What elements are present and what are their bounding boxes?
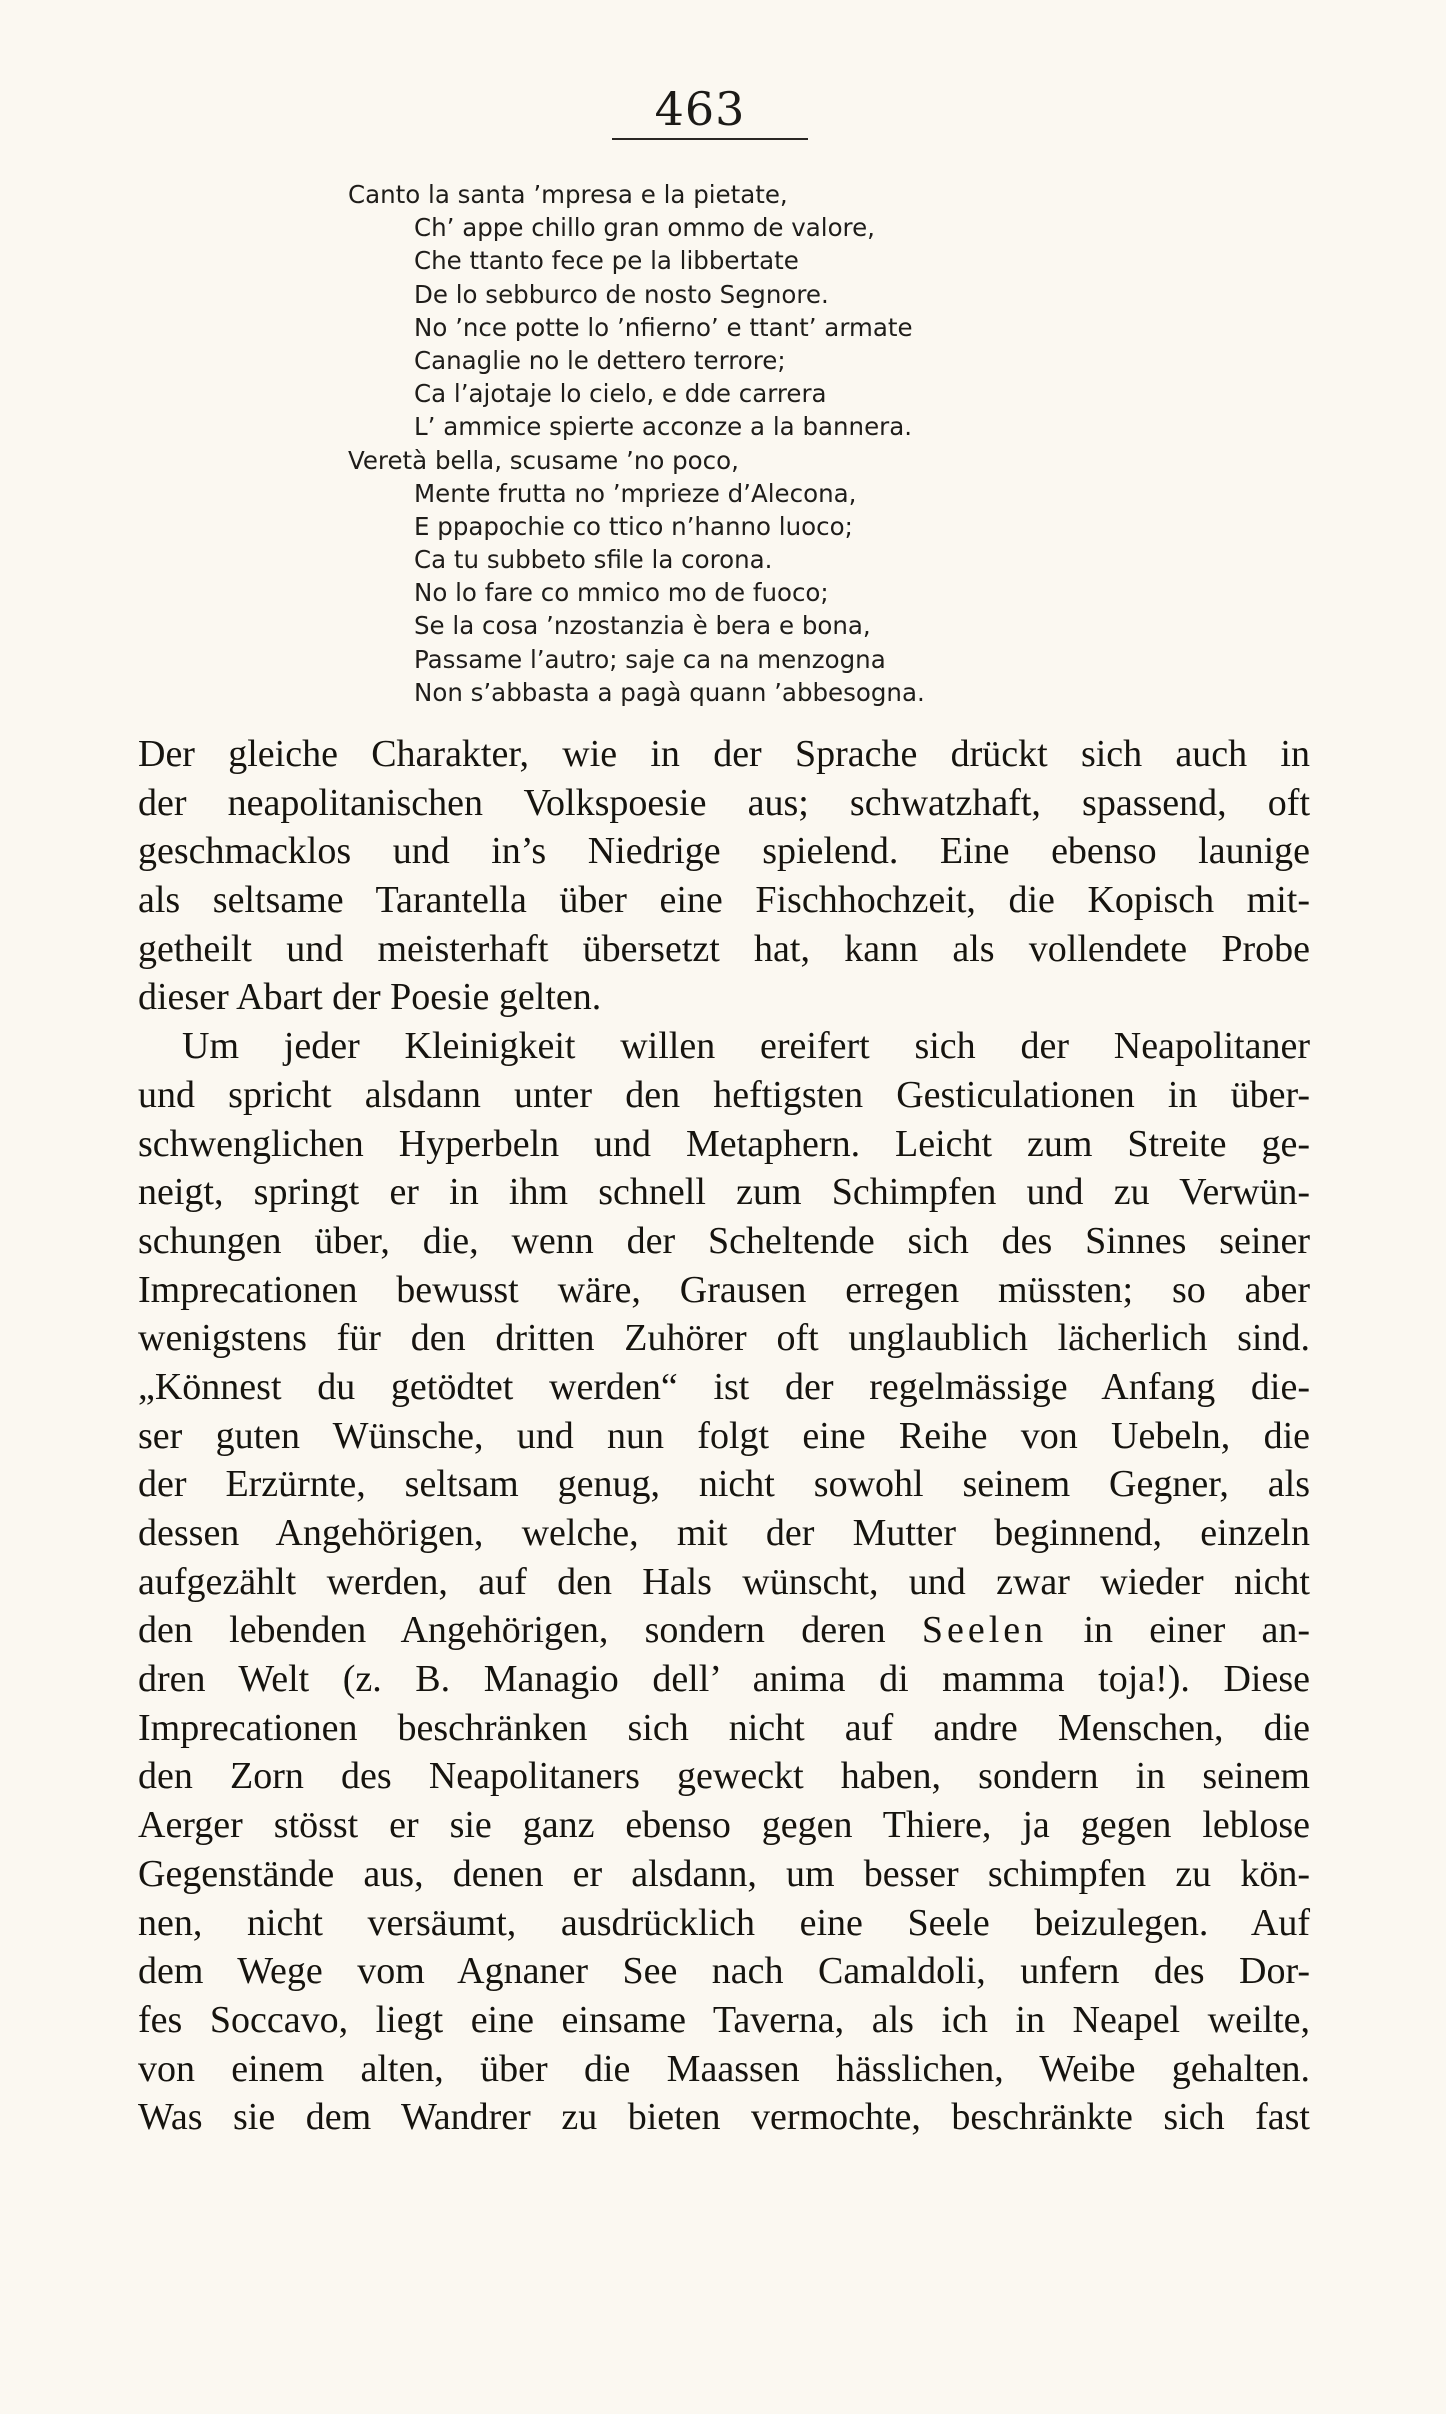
prose-line: dren Welt (z. B. Managio dell’ anima di mamma toja!). Diese bbox=[138, 1658, 1310, 1701]
prose-line: der Erzürnte, seltsam genug, nicht sowohl seinem Gegner, als bbox=[138, 1463, 1310, 1506]
prose-line: als seltsame Tarantella über eine Fischhochzeit, die Kopisch mit- bbox=[138, 879, 1310, 922]
poem-line: Ca tu subbeto sfile la corona. bbox=[414, 545, 773, 575]
prose-line: Gegenstände aus, denen er alsdann, um besser schimpfen zu kön- bbox=[138, 1852, 1310, 1895]
prose-line: schwenglichen Hyperbeln und Metaphern. Leicht zum Streite ge- bbox=[138, 1122, 1310, 1165]
poem-line: Ca l’ajotaje lo cielo, e dde carrera bbox=[414, 379, 827, 409]
poem-line: Che ttanto fece pe la libbertate bbox=[414, 246, 799, 276]
prose-line: dieser Abart der Poesie gelten. bbox=[138, 976, 602, 1019]
poem-line: Ch’ appe chillo gran ommo de valore, bbox=[414, 213, 875, 243]
prose-line: getheilt und meisterhaft übersetzt hat, kann als vollendete Probe bbox=[138, 927, 1310, 970]
poem-line: Non s’abbasta a pagà quann ’abbesogna. bbox=[414, 677, 925, 707]
prose-body bbox=[138, 730, 1310, 2142]
prose-line: Aerger stösst er sie ganz ebenso gegen Thiere, ja gegen leblose bbox=[138, 1804, 1310, 1847]
prose-line-with-spaced-word bbox=[138, 1606, 1310, 1655]
prose-line: ser guten Wünsche, und nun folgt eine Reihe von Uebeln, die bbox=[138, 1414, 1310, 1457]
page-number: 463 bbox=[654, 82, 746, 136]
prose-line: „Könnest du getödtet werden“ ist der regelmässige Anfang die- bbox=[138, 1365, 1310, 1408]
poem-line: Canaglie no le dettero terrore; bbox=[414, 345, 786, 375]
prose-line: dessen Angehörigen, welche, mit der Mutter beginnend, einzeln bbox=[138, 1512, 1310, 1554]
poem-line: No lo fare co mmico mo de fuoco; bbox=[414, 578, 829, 608]
prose-line: neigt, springt er in ihm schnell zum Schimpfen und zu Verwün- bbox=[138, 1171, 1310, 1214]
prose-line: Um jeder Kleinigkeit willen ereifert sich der Neapolitaner bbox=[182, 1025, 1310, 1068]
prose-line: dem Wege vom Agnaner See nach Camaldoli, unfern des Dor- bbox=[138, 1950, 1310, 1993]
poem-line: Mente frutta no ’mprieze d’Alecona, bbox=[414, 478, 857, 508]
poem-line: Canto la santa ’mpresa e la pietate, bbox=[348, 180, 788, 209]
prose-line: schungen über, die, wenn der Scheltende sich des Sinnes seiner bbox=[138, 1219, 1310, 1262]
poem-line: De lo sebburco de nosto Segnore. bbox=[414, 279, 829, 309]
prose-line: und spricht alsdann unter den heftigsten Gesticulationen in über- bbox=[138, 1073, 1310, 1116]
poem-line: Passame l’autro; saje ca na menzogna bbox=[414, 644, 886, 674]
poem-line: Veretà bella, scusame ’no poco, bbox=[348, 445, 739, 475]
prose-line: Der gleiche Charakter, wie in der Sprache drückt sich auch in bbox=[138, 733, 1310, 775]
poem-line: No ’nce potte lo ’nfierno’ e ttant’ armate bbox=[414, 312, 913, 342]
prose-line: aufgezählt werden, auf den Hals wünscht, und zwar wieder nicht bbox=[138, 1560, 1310, 1603]
prose-line: Imprecationen bewusst wäre, Grausen erregen müssten; so aber bbox=[138, 1268, 1310, 1311]
header-rule bbox=[612, 138, 808, 140]
prose-line: geschmacklos und in’s Niedrige spielend. Eine ebenso launige bbox=[138, 830, 1310, 873]
prose-line: den Zorn des Neapolitaners geweckt haben, sondern in seinem bbox=[138, 1755, 1310, 1798]
prose-line: wenigstens für den dritten Zuhörer oft unglaublich lächerlich sind. bbox=[138, 1317, 1310, 1360]
prose-line-tail: in einer an- bbox=[1083, 1609, 1311, 1652]
poem-line: L’ ammice spierte acconze a la bannera. bbox=[414, 412, 913, 442]
poem-line: Se la cosa ’nzostanzia è bera e bona, bbox=[414, 611, 871, 641]
spaced-word: Seelen bbox=[921, 1609, 1048, 1652]
prose-line: Was sie dem Wandrer zu bieten vermochte, beschränkte sich fast bbox=[138, 2096, 1310, 2139]
prose-line: der neapolitanischen Volkspoesie aus; schwatzhaft, spassend, oft bbox=[138, 781, 1310, 824]
poem-line: E ppapochie co ttico n’hanno luoco; bbox=[414, 511, 853, 541]
poem-stanzas bbox=[348, 178, 1148, 709]
prose-line: von einem alten, über die Maassen hässlichen, Weibe gehalten. bbox=[138, 2047, 1310, 2090]
prose-line: nen, nicht versäumt, ausdrücklich eine Seele beizulegen. Auf bbox=[138, 1901, 1310, 1944]
prose-line: Imprecationen beschränken sich nicht auf andre Menschen, die bbox=[138, 1706, 1310, 1749]
prose-line: fes Soccavo, liegt eine einsame Taverna, als ich in Neapel weilte, bbox=[138, 1998, 1310, 2041]
prose-line-head: den lebenden Angehörigen, sondern deren bbox=[138, 1609, 886, 1652]
